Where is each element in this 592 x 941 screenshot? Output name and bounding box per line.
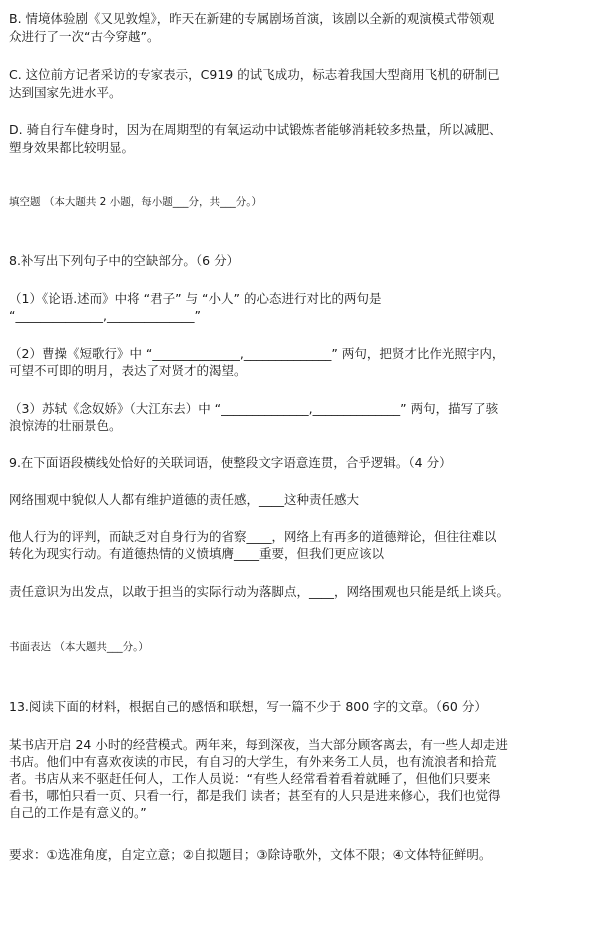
question-9-paragraph-3: 责任意识为出发点，以敢于担当的实际行动为落脚点，____，网络围观也只能是纸上谈兵。 — [9, 584, 510, 599]
question-8-part-1-line-2: “______________,______________” — [9, 308, 201, 323]
question-13-requirements: 要求：①选准角度，自定立意；②自拟题目；③除诗歌外，文体不限；④文体特征鲜明。 — [9, 847, 492, 862]
question-8-part-3-line-1: （3）苏轼《念奴娇》（大江东去）中 “______________,______________” 两句，描写了骇 — [9, 401, 499, 416]
question-13-material-line-2: 书店。他们中有喜欢夜读的市民，有自习的大学生，有外来务工人员，也有流浪者和拾荒 — [9, 754, 497, 769]
option-c-line-1: C. 这位前方记者采访的专家表示，C919 的试飞成功，标志着我国大型商用飞机的研制已 — [9, 67, 500, 82]
question-8-part-2-line-1: （2）曹操《短歌行》中 “______________,______________” 两句，把贤才比作光照宇内， — [9, 346, 505, 361]
question-8-part-3-line-2: 浪惊涛的壮丽景色。 — [9, 418, 122, 433]
question-13-material-line-1: 某书店开启 24 小时的经营模式。两年来，每到深夜，当大部分顾客离去，有一些人却走进 — [9, 737, 508, 752]
question-8-part-1-line-1: （1）《论语.述而》中将 “君子” 与 “小人” 的心态进行对比的两句是 — [9, 291, 382, 306]
option-d-line-1: D. 骑自行车健身时，因为在周期型的有氧运动中试锻炼者能够消耗较多热量，所以减肥、 — [9, 122, 502, 137]
question-9-paragraph-2-line-2: 转化为现实行动。有道德热情的义愤填膺____重要，但我们更应该以 — [9, 546, 385, 561]
question-13-material-line-4: 看书，哪怕只看一页、只看一行，都是我们 读者；甚至有的人只是进来修心，我们也觉得 — [9, 788, 501, 803]
question-13-material-line-5: 自己的工作是有意义的。” — [9, 805, 147, 820]
section-heading-writing: 书面表达 （本大题共___分。） — [9, 641, 149, 653]
question-13-material-line-3: 者。书店从来不驱赶任何人，工作人员说：“有些人经常看着看着就睡了，但他们只要来 — [9, 771, 491, 786]
option-c-line-2: 达到国家先进水平。 — [9, 85, 122, 100]
option-d-line-2: 塑身效果都比较明显。 — [9, 140, 135, 155]
section-heading-fill-blank: 填空题 （本大题共 2 小题，每小题___分，共___分。） — [9, 196, 262, 208]
question-8-title: 8.补写出下列句子中的空缺部分。（6 分） — [9, 253, 240, 268]
question-13-title: 13.阅读下面的材料，根据自己的感悟和联想，写一篇不少于 800 字的文章。（60 分） — [9, 699, 487, 714]
option-b-line-2: 众进行了一次“古今穿越”。 — [9, 29, 160, 44]
question-9-paragraph-2-line-1: 他人行为的评判，而缺乏对自身行为的省察____，网络上有再多的道德辩论，但往往难以 — [9, 529, 497, 544]
question-8-part-2-line-2: 可望不可即的明月，表达了对贤才的渴望。 — [9, 363, 247, 378]
question-9-title: 9.在下面语段横线处恰好的关联词语，使整段文字语意连贯，合乎逻辑。（4 分） — [9, 455, 452, 470]
option-b-line-1: B. 情境体验剧《又见敦煌》，昨天在新建的专属剧场首演，该剧以全新的观演模式带领观 — [9, 11, 495, 26]
question-9-paragraph-1: 网络围观中貌似人人都有维护道德的责任感，____这种责任感大 — [9, 492, 360, 507]
